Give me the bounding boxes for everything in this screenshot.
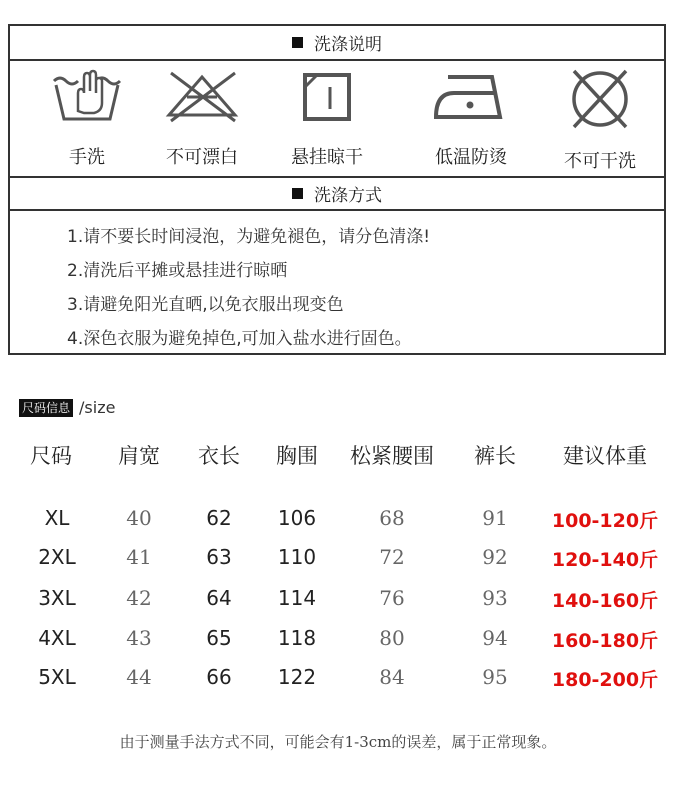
care-label: 不可漂白 — [166, 147, 238, 168]
care-header — [10, 26, 664, 61]
cell-pants-length: 95 — [482, 665, 508, 689]
cell-size: 3XL — [38, 586, 76, 610]
column-header: 建议体重 — [563, 444, 647, 468]
cell-waist: 72 — [379, 545, 405, 569]
column-header: 尺码 — [30, 444, 72, 468]
table-row — [0, 545, 676, 585]
instruction-item: 3.请避免阳光直晒,以免衣服出现变色 — [67, 295, 344, 315]
instruction-item: 2.清洗后平摊或悬挂进行晾晒 — [67, 261, 288, 281]
no-bleach-icon — [159, 67, 245, 123]
cell-shoulder: 43 — [126, 626, 152, 650]
column-header: 胸围 — [276, 444, 318, 468]
care-item-low-iron — [411, 61, 531, 176]
care-item-no-bleach — [142, 61, 262, 176]
cell-waist: 84 — [379, 665, 405, 689]
care-instructions-box — [8, 24, 666, 355]
cell-pants-length: 92 — [482, 545, 508, 569]
cell-chest: 122 — [277, 665, 317, 689]
cell-shoulder: 44 — [126, 665, 152, 689]
care-header-title: 洗涤说明 — [314, 35, 382, 55]
cell-size: 2XL — [38, 545, 76, 569]
cell-chest: 118 — [277, 626, 317, 650]
no-tumble-dry-icon — [560, 67, 640, 131]
measurement-note: 由于测量手法方式不同，可能会有1-3cm的误差，属于正常现象。 — [119, 733, 557, 751]
care-label: 手洗 — [69, 147, 105, 168]
cell-weight: 180-200斤 — [551, 669, 659, 691]
instruction-item: 4.深色衣服为避免掉色,可加入盐水进行固色。 — [67, 329, 412, 349]
cell-waist: 68 — [379, 506, 405, 530]
cell-pants-length: 91 — [482, 506, 508, 530]
table-row — [0, 586, 676, 626]
cell-length: 66 — [206, 665, 232, 689]
square-bullet-icon — [292, 37, 303, 48]
square-bullet-icon — [292, 188, 303, 199]
cell-pants-length: 94 — [482, 626, 508, 650]
cell-chest: 110 — [277, 545, 317, 569]
cell-weight: 140-160斤 — [551, 590, 659, 612]
cell-chest: 106 — [277, 506, 317, 530]
hand-wash-icon — [50, 67, 124, 127]
cell-length: 65 — [206, 626, 232, 650]
size-info-badge: 尺码信息 — [19, 399, 73, 417]
care-item-hang-dry — [267, 61, 387, 176]
care-symbols-row — [10, 61, 664, 176]
cell-pants-length: 93 — [482, 586, 508, 610]
table-row — [0, 506, 676, 546]
care-item-hand-wash — [27, 61, 147, 176]
cell-shoulder: 42 — [126, 586, 152, 610]
low-iron-icon — [430, 67, 512, 123]
table-row — [0, 665, 676, 705]
cell-length: 62 — [206, 506, 232, 530]
cell-size: 5XL — [38, 665, 76, 689]
wash-method-header — [10, 176, 664, 211]
cell-chest: 114 — [277, 586, 317, 610]
cell-shoulder: 41 — [126, 545, 152, 569]
column-header: 肩宽 — [118, 444, 160, 468]
cell-weight: 100-120斤 — [551, 510, 659, 532]
cell-waist: 80 — [379, 626, 405, 650]
care-label: 低温防烫 — [435, 147, 507, 168]
column-header: 衣长 — [198, 444, 240, 468]
size-info-label: /size — [79, 398, 116, 417]
hang-dry-icon — [297, 67, 357, 123]
care-label: 悬挂晾干 — [291, 147, 363, 168]
cell-weight: 120-140斤 — [551, 549, 659, 571]
wash-method-title: 洗涤方式 — [314, 186, 382, 206]
size-info-tag — [19, 398, 115, 417]
cell-size: XL — [44, 506, 70, 530]
cell-length: 64 — [206, 586, 232, 610]
care-label: 不可干洗 — [564, 151, 636, 172]
column-header: 松紧腰围 — [350, 444, 434, 468]
cell-length: 63 — [206, 545, 232, 569]
cell-waist: 76 — [379, 586, 405, 610]
wash-instructions-list — [67, 220, 430, 356]
care-item-no-tumble-dry — [540, 61, 660, 176]
table-row — [0, 626, 676, 666]
column-header: 裤长 — [474, 444, 516, 468]
cell-shoulder: 40 — [126, 506, 152, 530]
cell-weight: 160-180斤 — [551, 630, 659, 652]
instruction-item: 1.请不要长时间浸泡，为避免褪色，请分色清涤! — [67, 227, 431, 247]
cell-size: 4XL — [38, 626, 76, 650]
